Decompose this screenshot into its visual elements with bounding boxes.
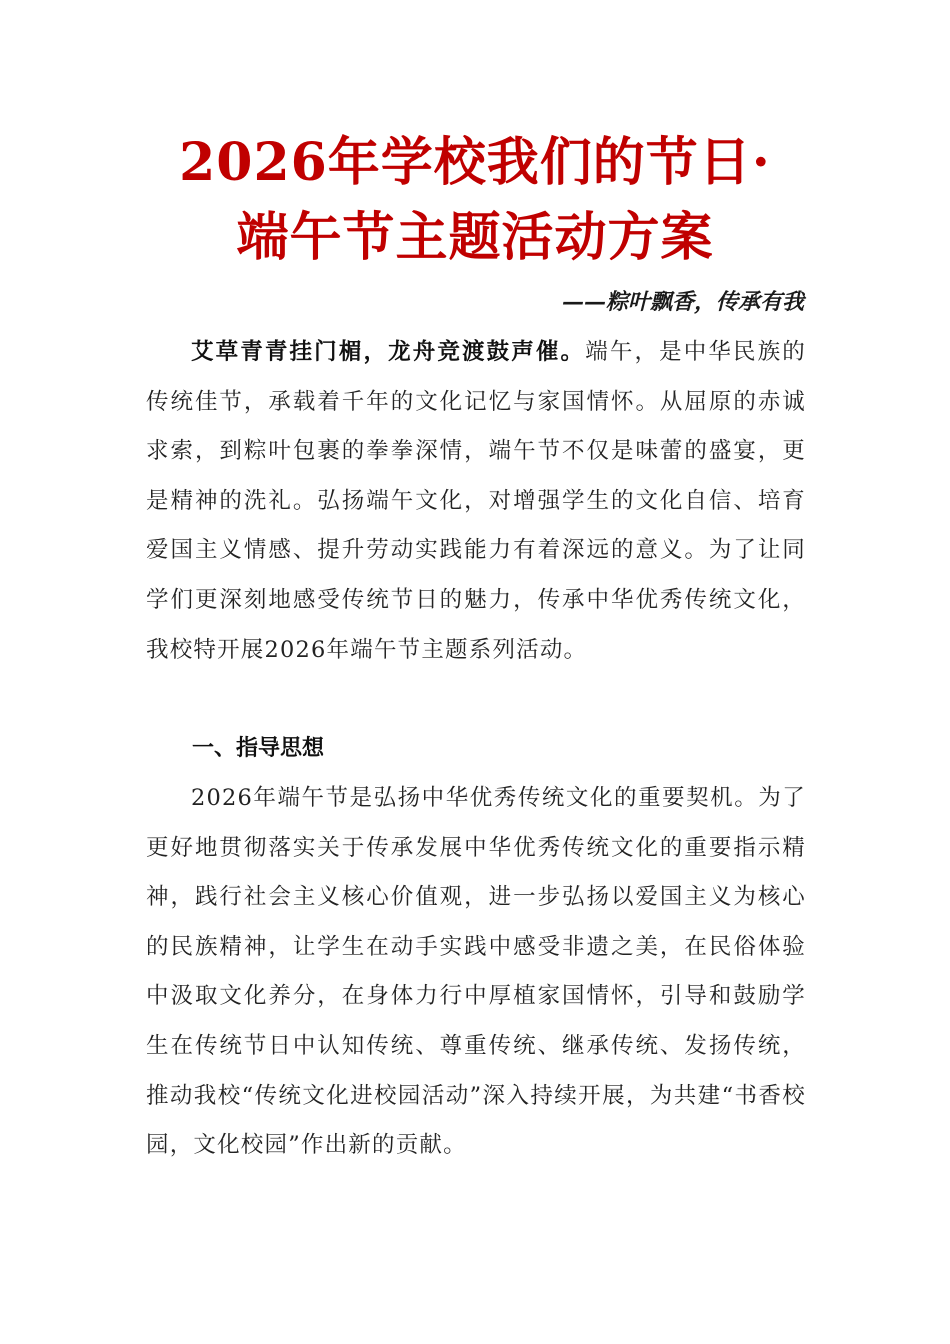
intro-text: 端午，是中华民族的传统佳节，承载着千年的文化记忆与家国情怀。从屈原的赤诚求索，到粽叶包裹的拳拳深情，端午节不仅是味蕾的盛宴，更是精神的洗礼。弘扬端午文化，对增强学生的文化自信、培育爱国主义情感、提升劳动实践能力有着深远的意义。为了让同学们更深刻地感受传统节日的魅力，传承中华优秀传统文化，我校特开展2026年端午节主题系列活动。	[146, 339, 806, 663]
document-title-line-1: 2026年学校我们的节日·	[179, 132, 771, 193]
intro-lead-sentence: 艾草青青挂门楣，龙舟竞渡鼓声催。	[191, 339, 586, 365]
section-1-text: 2026年端午节是弘扬中华优秀传统文化的重要契机。为了更好地贯彻落实关于传承发展中华优秀传统文化的重要指示精神，践行社会主义核心价值观，进一步弘扬以爱国主义为核心的民族精神，让学生在动手实践中感受非遗之美，在民俗体验中汲取文化养分，在身体力行中厚植家国情怀，引导和鼓励学生在传统节日中认知传统、尊重传统、继承传统、发扬传统，推动我校“传统文化进校园活动”深入持续开展，为共建“书香校园，文化校园”作出新的贡献。	[146, 785, 806, 1159]
section-heading-guiding-thought: 一、指导思想	[192, 736, 325, 761]
intro-paragraph	[146, 328, 806, 675]
document-title-line-2: 端午节主题活动方案	[236, 207, 714, 268]
document-subtitle: ——粽叶飘香，传承有我	[561, 289, 804, 315]
section-1-paragraph	[146, 774, 806, 1171]
